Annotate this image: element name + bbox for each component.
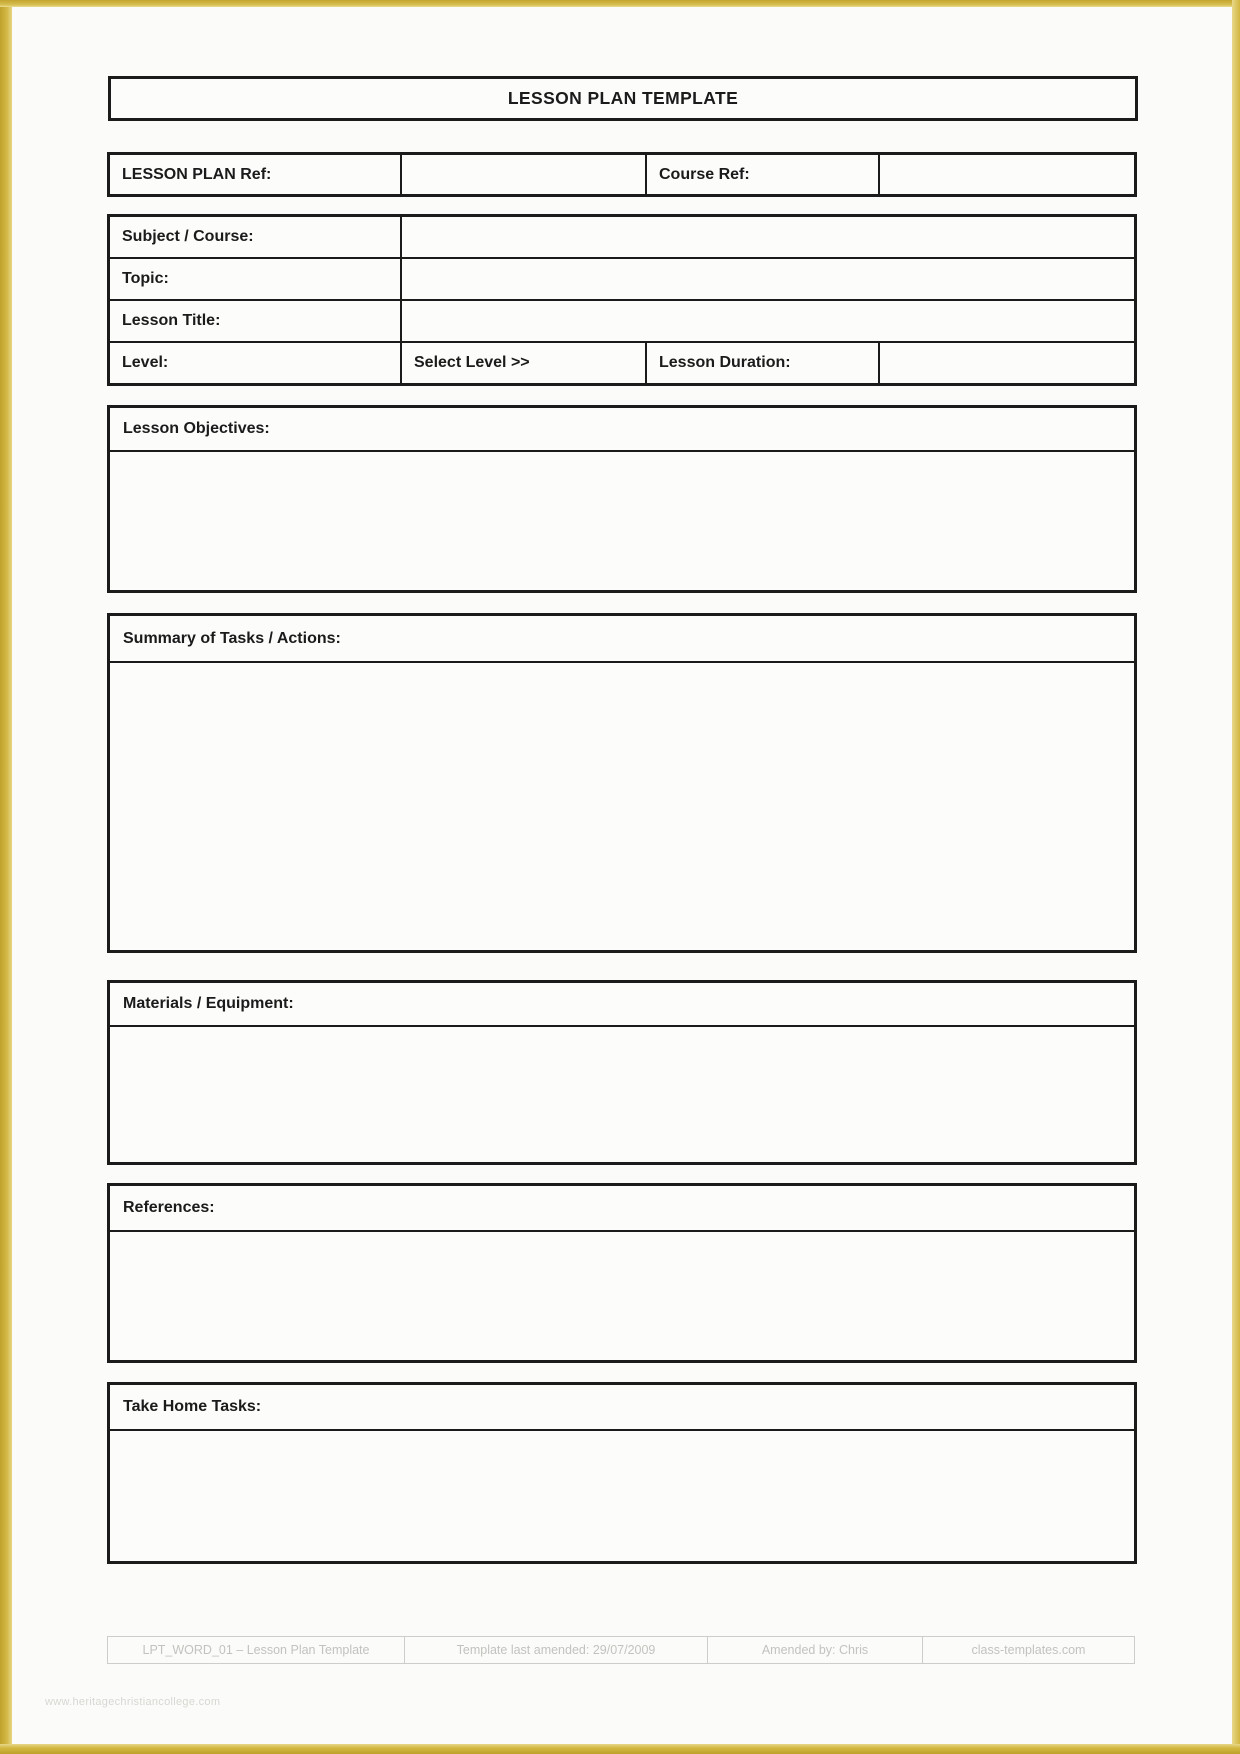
- lesson-plan-ref-field[interactable]: [400, 155, 645, 194]
- section-materials-equipment: [107, 980, 1137, 1165]
- references-field[interactable]: [110, 1232, 1134, 1360]
- ref-table: [107, 152, 1137, 197]
- take-home-tasks-field[interactable]: [110, 1431, 1134, 1561]
- topic-field[interactable]: [400, 259, 1134, 299]
- topic-label: Topic:: [122, 270, 169, 287]
- section-take-home-tasks: [107, 1382, 1137, 1564]
- footer-amended-by: Amended by: Chris: [707, 1637, 922, 1663]
- footer-doc-id: LPT_WORD_01 – Lesson Plan Template: [142, 1643, 370, 1657]
- materials-equipment-label: Materials / Equipment:: [123, 995, 294, 1012]
- page-title: LESSON PLAN TEMPLATE: [507, 88, 739, 108]
- subject-course-field[interactable]: [400, 217, 1134, 257]
- summary-of-tasks-label: Summary of Tasks / Actions:: [123, 629, 341, 647]
- subject-course-label: Subject / Course:: [122, 228, 254, 245]
- lesson-objectives-label: Lesson Objectives:: [123, 420, 270, 437]
- course-ref-label: Course Ref:: [645, 155, 878, 194]
- lesson-duration-field[interactable]: [878, 343, 1134, 383]
- lesson-title-row: [110, 301, 1134, 343]
- lesson-duration-label: Lesson Duration:: [645, 343, 878, 383]
- level-row: [110, 343, 1134, 383]
- footer-source-site: class-templates.com: [922, 1637, 1134, 1663]
- materials-equipment-field[interactable]: [110, 1027, 1134, 1162]
- select-level-dropdown[interactable]: Select Level >>: [400, 343, 645, 383]
- document-footer: [107, 1636, 1135, 1664]
- page-border-left: [0, 0, 12, 1754]
- lesson-plan-ref-label: LESSON PLAN Ref:: [122, 165, 272, 183]
- details-table: [107, 214, 1137, 386]
- watermark-text: www.heritagechristiancollege.com: [45, 1696, 221, 1708]
- section-references: [107, 1183, 1137, 1363]
- references-label: References:: [123, 1199, 215, 1216]
- subject-course-row: [110, 217, 1134, 259]
- take-home-tasks-label: Take Home Tasks:: [123, 1398, 262, 1415]
- document-title-bar: [108, 76, 1138, 121]
- lesson-title-label: Lesson Title:: [122, 312, 221, 329]
- page-border-bottom: [0, 1744, 1240, 1754]
- lesson-objectives-field[interactable]: [110, 452, 1134, 590]
- section-summary-of-tasks: [107, 613, 1137, 953]
- level-label: Level:: [122, 354, 169, 371]
- page-border-right: [1232, 0, 1240, 1754]
- lesson-title-field[interactable]: [400, 301, 1134, 341]
- section-lesson-objectives: [107, 405, 1137, 593]
- summary-of-tasks-field[interactable]: [110, 663, 1134, 950]
- topic-row: [110, 259, 1134, 301]
- course-ref-field[interactable]: [878, 155, 1134, 194]
- footer-amended-date: Template last amended: 29/07/2009: [404, 1637, 707, 1663]
- page-border-top: [0, 0, 1240, 7]
